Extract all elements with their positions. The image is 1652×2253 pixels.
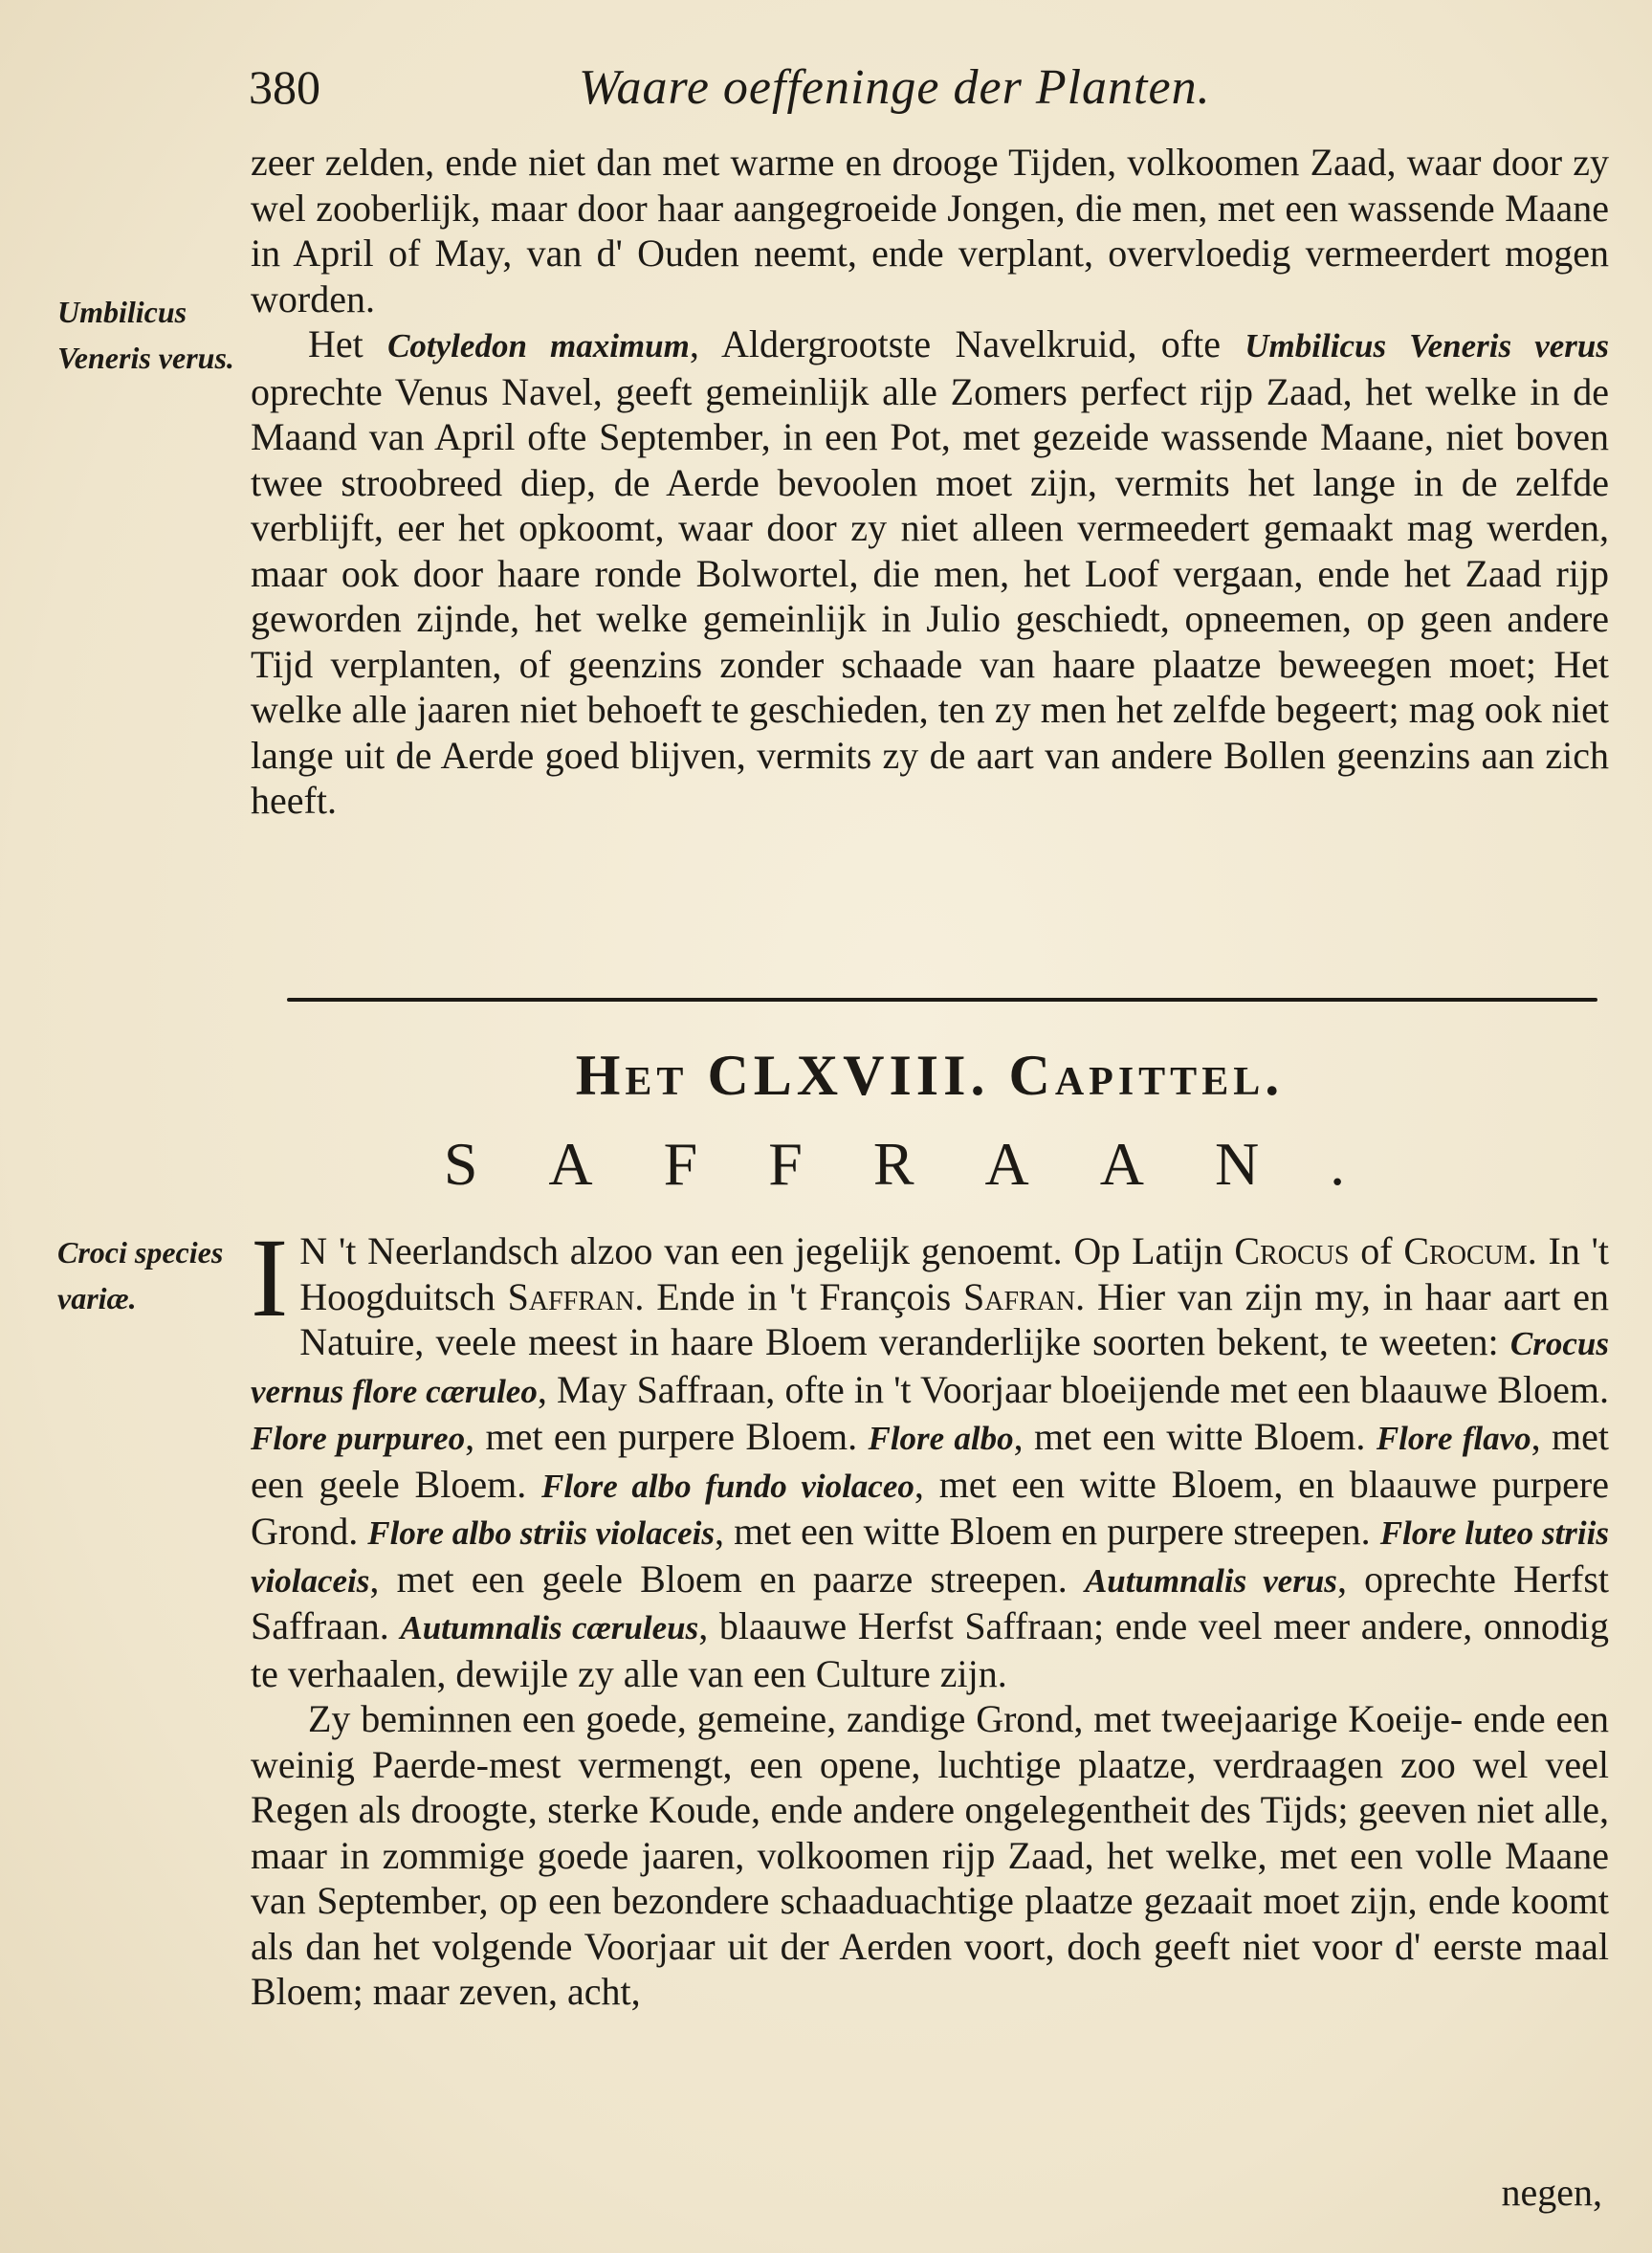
latin-name: Autumnalis verus bbox=[1084, 1561, 1337, 1600]
paragraph bbox=[251, 1215, 1610, 1696]
text-span: , met een purpere Bloem. bbox=[465, 1415, 869, 1458]
running-title: Waare oeffeninge der Planten. bbox=[579, 60, 1211, 115]
text-span: of bbox=[1349, 1229, 1404, 1272]
text-span: In 't Hoogduitsch bbox=[299, 1229, 1609, 1318]
smallcaps-word: Saffran. bbox=[507, 1274, 645, 1318]
margin-note-croci: Croci species variæ. bbox=[57, 1235, 224, 1315]
paragraph: zeer zelden, ende niet dan met warme en drooge Tijden, volkoomen Zaad, waar door zy wel zooberlijk, maar door haar aangegroeide Jongen, die men, met een wassende Maane in April of May, van d' Ouden neemt, ende verplant, overvloedig vermeerdert mogen worden. bbox=[251, 141, 1609, 320]
latin-name: Cotyledon maximum bbox=[387, 327, 690, 364]
smallcaps-word: Crocum. bbox=[1403, 1229, 1537, 1272]
chapter-heading: Het CLXVIII. Capittel. bbox=[575, 1044, 1285, 1107]
page-header bbox=[249, 59, 1626, 126]
smallcaps-word: Safran. bbox=[963, 1274, 1086, 1318]
text-block-upper bbox=[251, 140, 1609, 824]
text-span: , May Saffraan, ofte in 't Voorjaar bloeijende met een blaauwe Bloem. bbox=[537, 1367, 1610, 1411]
page-number: 380 bbox=[249, 60, 320, 114]
latin-name: Crocus vernus flore cæruleo bbox=[251, 1325, 1609, 1410]
latin-name: Flore albo bbox=[868, 1420, 1014, 1457]
horizontal-rule bbox=[287, 998, 1597, 1002]
text-span: , met een geele Bloem. bbox=[251, 1415, 1610, 1506]
text-span: , met een witte Bloem, en blaauwe purpere Grond. bbox=[251, 1462, 1610, 1553]
text-span: , met een witte Bloem en purpere streepen. bbox=[715, 1510, 1380, 1553]
latin-name: Flore purpureo bbox=[251, 1420, 466, 1457]
latin-name: Autumnalis cæruleus bbox=[400, 1609, 699, 1646]
text-span: Het bbox=[308, 322, 388, 365]
smallcaps-word: Crocus bbox=[1234, 1229, 1350, 1272]
margin-note-umbilicus: Umbilicus Veneris verus. bbox=[57, 295, 234, 375]
text-span: Ende in 't François bbox=[644, 1274, 963, 1318]
latin-name: Flore luteo striis violaceis bbox=[251, 1514, 1609, 1600]
text-span: , met een witte Bloem. bbox=[1013, 1415, 1377, 1458]
text-span: , met een geele Bloem en paarze streepen. bbox=[369, 1557, 1085, 1601]
text-span: , blaauwe Herfst Saffraan; ende veel meer andere, onnodig te verhaalen, dewijle zy alle van een Culture zijn. bbox=[251, 1604, 1610, 1695]
paragraph: Zy beminnen een goede, gemeine, zandige Grond, met tweejaarige Koeije- ende een weinig Paerde-mest vermengt, een opene, luchtige plaatze, verdraagen zoo wel veel Regen als droogte, sterke Koude, ende andere ongelegentheit des Tijds; geeven niet alle, maar in zommige goede jaaren, volkoomen rijp Zaad, het welke, met een volle Maane van September, op een bezondere schaaduachtige plaatze gezaait moet zijn, ende koomt als dan het volgende Voorjaar uit der Aerden voort, doch geeft niet voor d' eerste maal Bloem; maar zeven, acht, bbox=[251, 1697, 1609, 2013]
text-span: , oprechte Herfst Saffraan. bbox=[251, 1557, 1610, 1647]
latin-name: Flore albo fundo violaceo bbox=[541, 1467, 914, 1505]
text-block-lower bbox=[251, 1215, 1610, 2015]
text-span: , Aldergrootste Navelkruid, ofte bbox=[689, 322, 1245, 365]
latin-name: Flore albo striis violaceis bbox=[367, 1514, 716, 1552]
catchword: negen, bbox=[1501, 2171, 1602, 2214]
latin-name: Umbilicus Veneris verus bbox=[1245, 327, 1609, 364]
text-span: N 't Neerlandsch alzoo van een jegelijk genoemt. Op Latijn bbox=[299, 1229, 1235, 1272]
latin-name: Flore flavo bbox=[1376, 1420, 1531, 1457]
drop-cap: I bbox=[251, 1215, 289, 1340]
text-span: oprechte Venus Navel, geeft gemeinlijk alle Zomers perfect rijp Zaad, het welke in de Maand van April ofte September, in een Pot, met gezeide wassende Maane, niet boven twee stroobreed diep, de Aerde bevoolen moet zijn, vermits het lange in de zelfde verblijft, eer het opkoomt, waar door zy niet alleen vermeedert gemaakt mag werden, maar ook door haare ronde Bolwortel, die men, het Loof vergaan, ende het Zaad rijp geworden zijnde, het welke gemeinlijk in Julio geschiedt, opneemen, op geen andere Tijd verplanten, of geenzins zonder schaade van haare plaatze beweegen moet; Het welke alle jaaren niet behoeft te geschieden, ten zy men het zelfde begeert; mag ook niet lange uit de Aerde goed blijven, vermits zy de aart van andere Bollen geenzins aan zich heeft. bbox=[251, 369, 1609, 822]
chapter-title: SAFFRAAN. bbox=[443, 1130, 1417, 1198]
paragraph bbox=[251, 321, 1609, 824]
text-span: Hier van zijn my, in haar aart en Natuire, veele meest in haare Bloem veranderlijke soorten bekent, te weeten: bbox=[299, 1274, 1609, 1363]
